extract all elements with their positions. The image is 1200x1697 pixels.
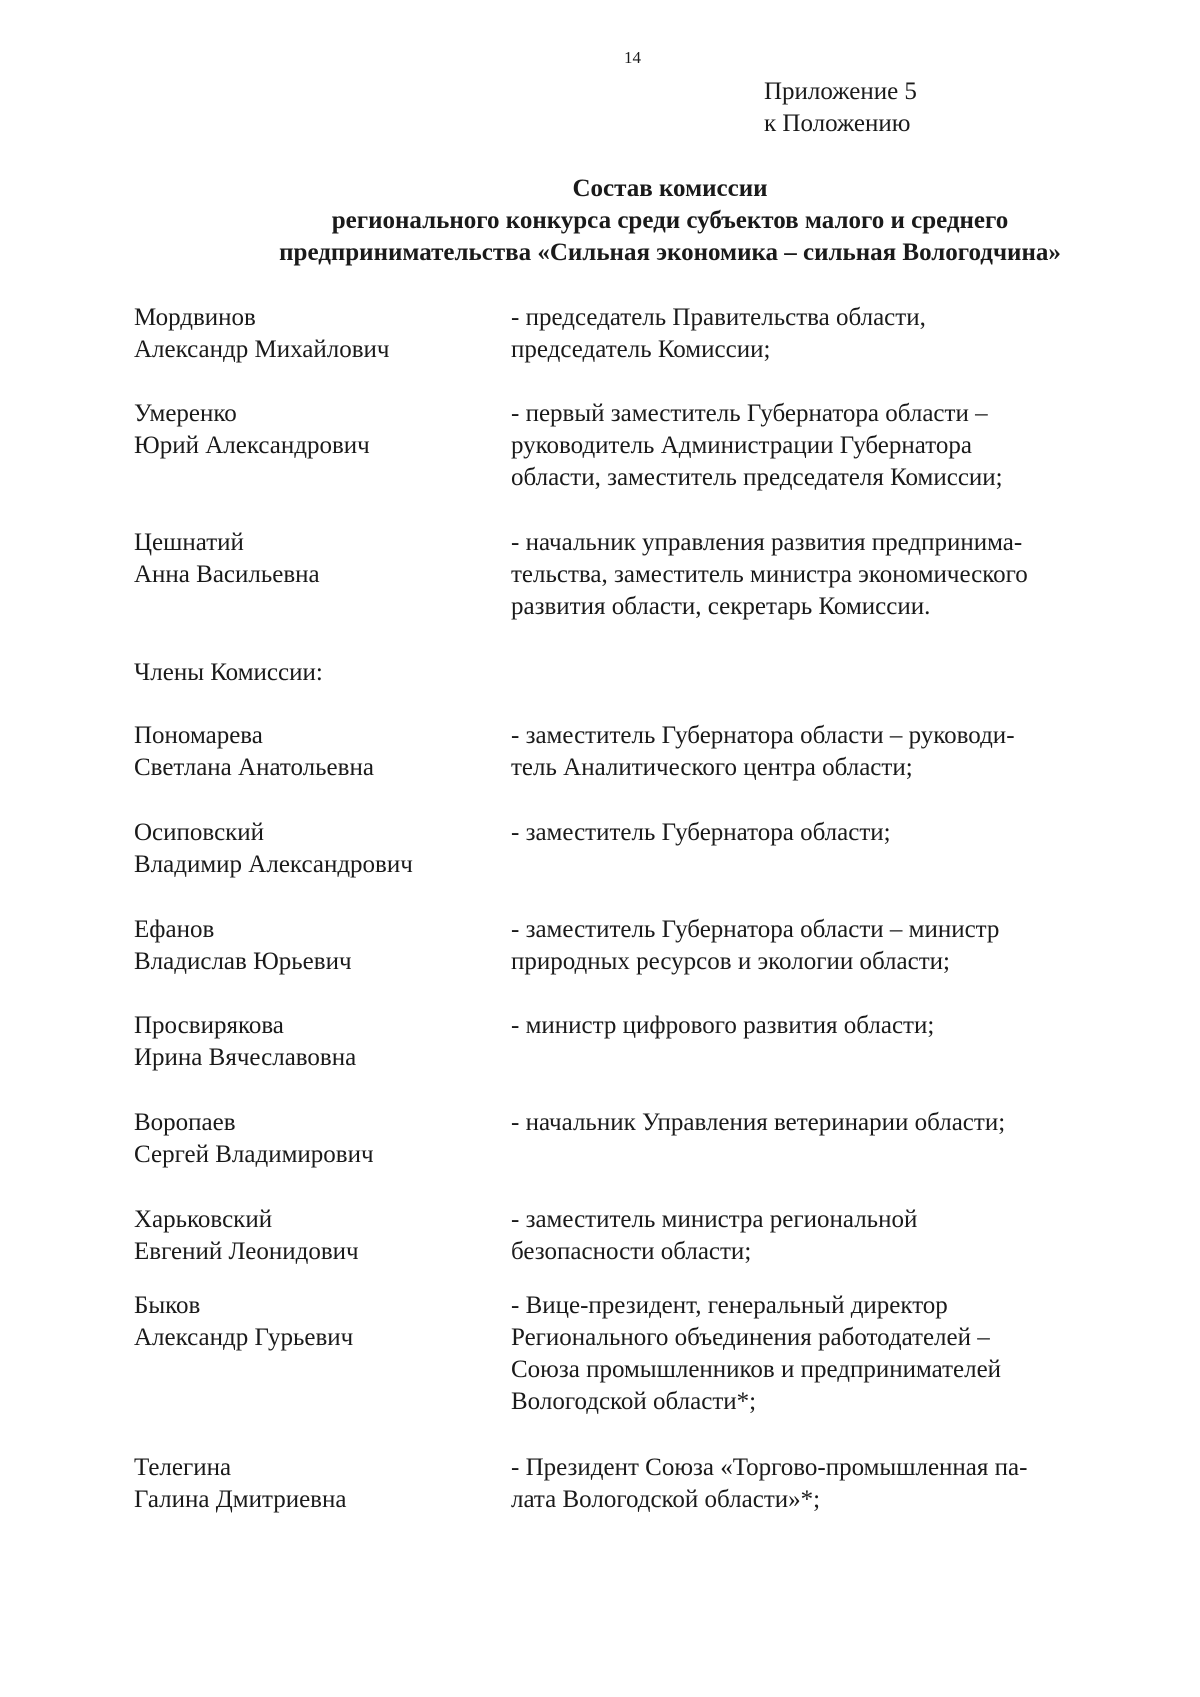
appendix-reference [764,76,917,140]
member-surname: Цешнатий [134,529,244,556]
member-surname: Мордвинов [134,304,256,331]
member-given-name: Владимир Александрович [134,851,413,878]
role-line: лата Вологодской области»*; [511,1486,821,1513]
member-given-name: Владислав Юрьевич [134,948,352,975]
member-role [511,720,1111,784]
member-role [511,914,1111,978]
member-name [134,302,494,366]
member-name [134,817,494,881]
member-surname: Воропаев [134,1109,236,1136]
role-line: тель Аналитического центра области; [511,754,913,781]
member-given-name: Юрий Александрович [134,432,370,459]
member-role [511,1204,1111,1268]
role-line: Регионального объединения работодателей – [511,1324,990,1351]
role-line: руководитель Администрации Губернатора [511,432,972,459]
member-surname: Осиповский [134,819,265,846]
member-name [134,1107,494,1171]
title-line-3: предпринимательства «Сильная экономика – сильная Вологодчина» [279,239,1061,266]
role-line: - начальник Управления ветеринарии области; [511,1109,1006,1136]
role-line: - министр цифрового развития области; [511,1012,935,1039]
member-surname: Умеренко [134,400,237,427]
member-surname: Просвирякова [134,1012,284,1039]
role-line: - заместитель Губернатора области – министр [511,916,1000,943]
member-surname: Телегина [134,1454,232,1481]
member-given-name: Ирина Вячеславовна [134,1044,357,1071]
member-role [511,1107,1111,1139]
member-name [134,398,494,462]
role-line: - заместитель министра региональной [511,1206,918,1233]
role-line: Вологодской области*; [511,1388,757,1415]
role-line: - заместитель Губернатора области – руководи- [511,722,1015,749]
role-line: развития области, секретарь Комиссии. [511,593,931,620]
member-surname: Пономарева [134,722,263,749]
member-name [134,1010,494,1074]
member-role [511,1290,1111,1418]
member-name [134,527,494,591]
member-name [134,914,494,978]
member-given-name: Анна Васильевна [134,561,320,588]
document-title [120,173,1200,269]
role-line: председатель Комиссии; [511,336,771,363]
role-line: - заместитель Губернатора области; [511,819,891,846]
role-line: - Вице-президент, генеральный директор [511,1292,948,1319]
role-line: - председатель Правительства области, [511,304,926,331]
member-given-name: Галина Дмитриевна [134,1486,347,1513]
title-line-1: Состав комиссии [572,175,768,202]
member-role [511,1452,1111,1516]
appendix-line-2: к Положению [764,110,911,137]
page-number: 14 [624,48,641,67]
role-line: природных ресурсов и экологии области; [511,948,950,975]
member-given-name: Светлана Анатольевна [134,754,374,781]
member-surname: Ефанов [134,916,215,943]
member-role [511,527,1111,623]
appendix-line-1: Приложение 5 [764,78,917,105]
member-name [134,1204,494,1268]
member-surname: Харьковский [134,1206,273,1233]
members-section-label: Члены Комиссии: [134,659,323,686]
role-line: - первый заместитель Губернатора области – [511,400,988,427]
member-name [134,1452,494,1516]
member-given-name: Евгений Леонидович [134,1238,359,1265]
role-line: тельства, заместитель министра экономического [511,561,1028,588]
member-given-name: Сергей Владимирович [134,1141,374,1168]
member-given-name: Александр Михайлович [134,336,390,363]
member-given-name: Александр Гурьевич [134,1324,354,1351]
role-line: Союза промышленников и предпринимателей [511,1356,1002,1383]
member-role [511,398,1111,494]
role-line: - начальник управления развития предпринима- [511,529,1023,556]
role-line: - Президент Союза «Торгово-промышленная па- [511,1454,1028,1481]
role-line: безопасности области; [511,1238,752,1265]
member-name [134,1290,494,1354]
role-line: области, заместитель председателя Комиссии; [511,464,1003,491]
member-name [134,720,494,784]
member-role [511,1010,1111,1042]
member-surname: Быков [134,1292,201,1319]
title-line-2: регионального конкурса среди субъектов малого и среднего [331,207,1009,234]
member-role [511,817,1111,849]
member-role [511,302,1111,366]
